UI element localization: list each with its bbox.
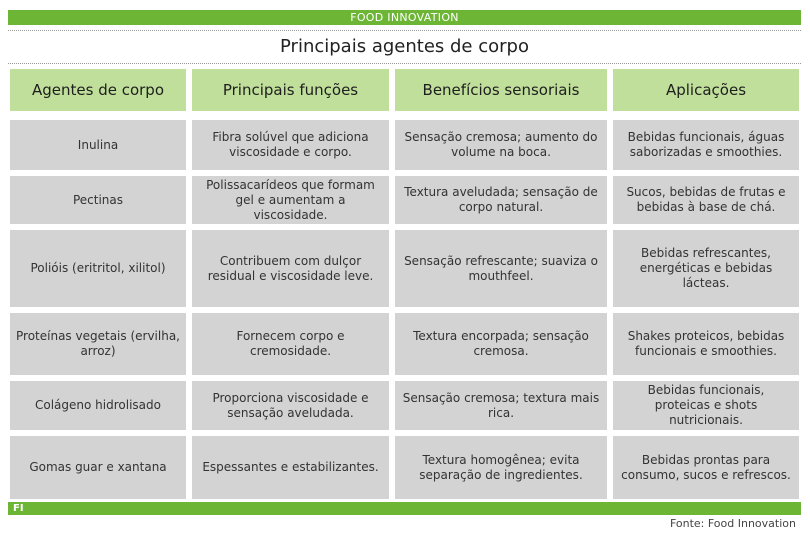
table-cell-benefit: Textura homogênea; evita separação de ingredientes. <box>395 436 607 499</box>
table-cell-application: Sucos, bebidas de frutas e bebidas à base de chá. <box>613 176 799 224</box>
table-cell-application: Bebidas funcionais, águas saborizadas e smoothies. <box>613 120 799 170</box>
table-cell-agent: Colágeno hidrolisado <box>10 381 186 430</box>
table-cell-agent: Inulina <box>10 120 186 170</box>
page-title: Principais agentes de corpo <box>280 36 529 57</box>
table-cell-function: Polissacarídeos que formam gel e aumentam a viscosidade. <box>192 176 389 224</box>
table-cell-function: Fornecem corpo e cremosidade. <box>192 313 389 375</box>
fi-badge: FI <box>13 503 24 514</box>
table-cell-agent: Pectinas <box>10 176 186 224</box>
divider-bottom <box>8 63 801 64</box>
table-cell-benefit: Sensação refrescante; suaviza o mouthfeel. <box>395 230 607 307</box>
header-agents: Agentes de corpo <box>10 69 186 114</box>
divider-top <box>8 30 801 31</box>
table-cell-agent: Proteínas vegetais (ervilha, arroz) <box>10 313 186 375</box>
table-cell-application: Bebidas prontas para consumo, sucos e refrescos. <box>613 436 799 499</box>
brand-bar <box>8 10 801 25</box>
table-cell-application: Bebidas refrescantes, energéticas e bebidas lácteas. <box>613 230 799 307</box>
table-cell-agent: Polióis (eritritol, xilitol) <box>10 230 186 307</box>
table-cell-application: Shakes proteicos, bebidas funcionais e smoothies. <box>613 313 799 375</box>
table-cell-benefit: Sensação cremosa; aumento do volume na boca. <box>395 120 607 170</box>
header-functions: Principais funções <box>192 69 389 114</box>
table-cell-benefit: Textura encorpada; sensação cremosa. <box>395 313 607 375</box>
agents-table <box>10 69 799 499</box>
source-note: Fonte: Food Innovation <box>669 517 796 530</box>
table-cell-function: Espessantes e estabilizantes. <box>192 436 389 499</box>
brand-label: FOOD INNOVATION <box>350 11 459 24</box>
table-cell-benefit: Textura aveludada; sensação de corpo natural. <box>395 176 607 224</box>
table-cell-function: Proporciona viscosidade e sensação aveludada. <box>192 381 389 430</box>
header-applications: Aplicações <box>613 69 799 114</box>
table-cell-application: Bebidas funcionais, proteicas e shots nutricionais. <box>613 381 799 430</box>
table-cell-function: Fibra solúvel que adiciona viscosidade e corpo. <box>192 120 389 170</box>
table-cell-benefit: Sensação cremosa; textura mais rica. <box>395 381 607 430</box>
table-cell-function: Contribuem com dulçor residual e viscosidade leve. <box>192 230 389 307</box>
header-benefits: Benefícios sensoriais <box>395 69 607 114</box>
footer-bar <box>8 502 801 515</box>
table-cell-agent: Gomas guar e xantana <box>10 436 186 499</box>
